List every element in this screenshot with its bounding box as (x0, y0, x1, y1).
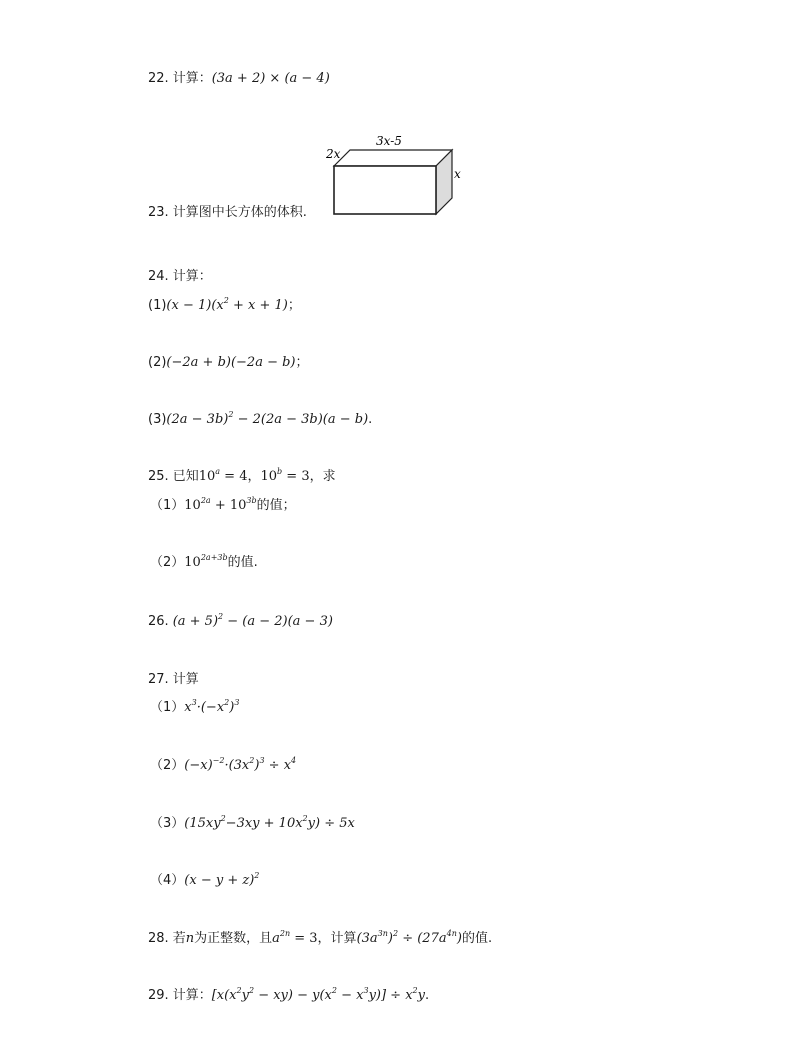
problem-number: 28. (148, 931, 169, 946)
cuboid-figure (320, 128, 480, 228)
cuboid-top-face (334, 150, 452, 166)
problem-text: 的值. (461, 931, 493, 946)
item-index: （4） (150, 873, 185, 888)
problem-label: 计算： (172, 269, 212, 284)
problem-25-item-2 (150, 554, 258, 572)
item-expression: $10^{2a+3b}$ (184, 553, 228, 570)
problem-26 (148, 613, 333, 631)
problem-number: 24. (148, 269, 169, 284)
problem-27-item-4 (150, 872, 259, 890)
item-expression: $(-x)^{-2}\cdot(3x^2)^3 \div x^4$ (184, 756, 297, 773)
problem-number: 29. (148, 988, 169, 1003)
item-index: (3) (148, 412, 167, 427)
cuboid-front-face (334, 166, 436, 214)
cuboid-length-label: 3x-5 (376, 134, 402, 148)
item-expression: $10^{2a} + 10^{3b}$ (184, 496, 257, 513)
problem-text: ，计算 (317, 931, 357, 946)
problem-expression: $(a + 5)^2 - (a - 2)(a - 3)$ (172, 612, 333, 629)
cuboid-side-face (436, 150, 452, 214)
problem-text: 为正整数，且 (194, 931, 273, 946)
item-index: (1) (148, 298, 167, 313)
problem-number: 25. (148, 469, 169, 484)
problem-expression: $[x(x^2y^2 - xy) - y(x^2 - x^3y)] \div x^2y$ (211, 986, 425, 1003)
problem-ask: ，求 (309, 469, 336, 484)
item-tail: 的值； (256, 498, 296, 513)
problem-25-item-1 (150, 497, 296, 515)
cuboid-height-label: x (454, 167, 461, 181)
problem-24-item-2 (148, 354, 309, 372)
condition-1: $10^a = 4$ (198, 467, 248, 484)
variable-n: n (185, 931, 195, 946)
item-tail: 的值. (227, 555, 258, 570)
problem-27-item-1 (150, 699, 239, 717)
item-expression: $(15xy^2-3xy + 10x^2y) \div 5x$ (184, 814, 355, 831)
condition-expression: $a^{2n} = 3$ (272, 929, 318, 946)
problem-24-item-3 (148, 411, 372, 429)
problem-28 (148, 930, 492, 948)
problem-expression: $(3a^{3n})^2 \div (27a^{4n})$ (356, 929, 462, 946)
problem-number: 23. (148, 205, 169, 220)
problem-24-item-1 (148, 297, 301, 315)
separator: ， (247, 469, 261, 484)
item-expression: (−2a + b)(−2a − b) (166, 355, 296, 370)
problem-expression: (3a + 2) × (a − 4) (211, 71, 330, 86)
problem-number: 27. (148, 672, 169, 687)
problem-29 (148, 987, 429, 1005)
item-index: （2） (150, 555, 185, 570)
item-index: （1） (150, 498, 185, 513)
item-index: （1） (150, 700, 185, 715)
problem-27 (148, 671, 199, 689)
condition-2: $10^b = 3$ (260, 467, 310, 484)
item-expression: $(2a - 3b)^2 - 2(2a - 3b)(a - b)$ (166, 410, 369, 427)
item-expression: $(x - y + z)^2$ (184, 871, 260, 888)
problem-label: 计算 (172, 672, 199, 687)
item-expression: $(x - 1)(x^2 + x + 1)$ (166, 296, 288, 313)
problem-number: 26. (148, 614, 169, 629)
item-index: (2) (148, 355, 167, 370)
problem-number: 22. (148, 71, 169, 86)
item-index: （3） (150, 816, 185, 831)
problem-27-item-2 (150, 757, 296, 775)
problem-punctuation: . (425, 988, 430, 1003)
problem-27-item-3 (150, 815, 355, 833)
problem-24 (148, 268, 212, 286)
item-punctuation: ； (287, 298, 301, 313)
cuboid-width-label: 2x (326, 147, 341, 161)
item-index: （2） (150, 758, 185, 773)
item-expression: $x^3\cdot(-x^2)^3$ (184, 698, 240, 715)
problem-label: 计算： (172, 71, 212, 86)
problem-23 (148, 204, 307, 222)
problem-22 (148, 70, 330, 88)
item-punctuation: . (368, 412, 373, 427)
problem-25 (148, 468, 336, 486)
item-punctuation: ； (295, 355, 309, 370)
problem-text: 计算图中长方体的体积. (172, 205, 307, 220)
problem-label: 计算： (172, 988, 212, 1003)
problem-label: 已知 (172, 469, 199, 484)
problem-text: 若 (172, 931, 186, 946)
